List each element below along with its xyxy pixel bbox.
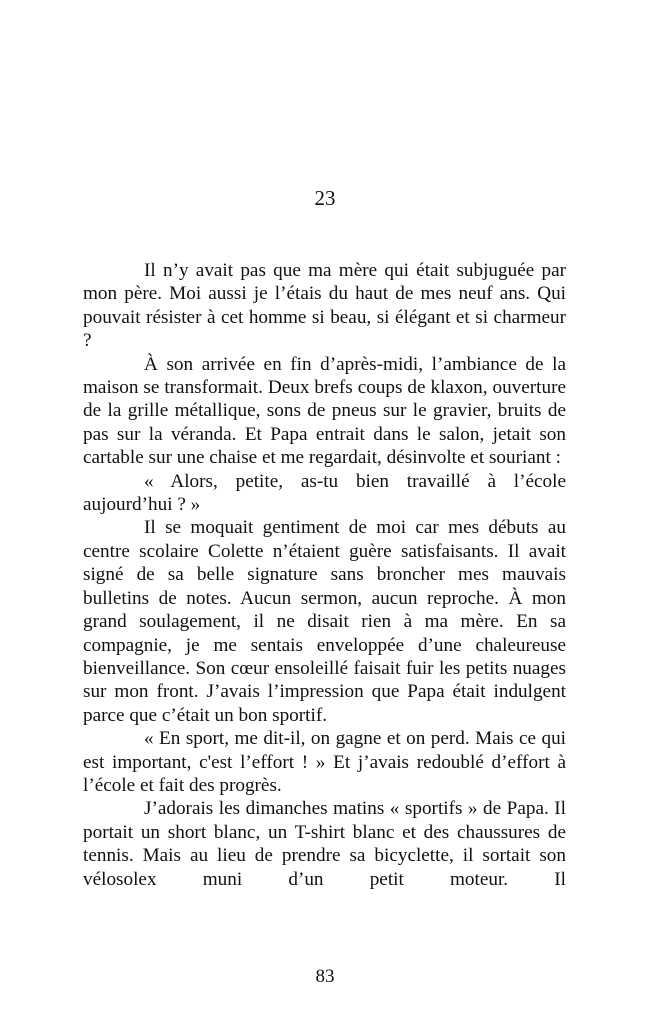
chapter-number: 23 xyxy=(314,186,336,210)
paragraph: J’adorais les dimanches matins « sportifs » de Papa. Il portait un short blanc, un T-shirt blanc et des chaussures de tennis. Mais au lieu de prendre sa bicyclette, il sortait son vélosolex muni d’un petit moteur. Il xyxy=(83,798,566,890)
paragraph: « Alors, petite, as-tu bien travaillé à l’école aujourd’hui ? » xyxy=(83,470,566,516)
body-text xyxy=(83,259,566,891)
paragraph: Il se moquait gentiment de moi car mes débuts au centre scolaire Colette n’étaient guère satisfaisants. Il avait signé de sa belle signature sans broncher mes mauvais bulletins de notes. Aucun sermon, aucun reproche. À mon grand soulagement, il ne disait rien à ma mère. En sa compagnie, je me sentais enveloppée d’une chaleureuse bienveillance. Son cœur ensoleillé faisait fuir les petits nuages sur mon front. J’avais l’impression que Papa était indulgent parce que c’était un bon sportif. xyxy=(83,517,566,726)
page-number: 83 xyxy=(315,966,335,987)
paragraph: Il n’y avait pas que ma mère qui était subjuguée par mon père. Moi aussi je l’étais du haut de mes neuf ans. Qui pouvait résister à cet homme si beau, si élégant et si charmeur ? xyxy=(83,260,566,352)
paragraph: À son arrivée en fin d’après-midi, l’ambiance de la maison se transformait. Deux brefs coups de klaxon, ouverture de la grille métallique, sons de pneus sur le gravier, bruits de pas sur la véranda. Et Papa entrait dans le salon, jetait son cartable sur une chaise et me regardait, désinvolte et souriant : xyxy=(83,353,566,469)
paragraph: « En sport, me dit-il, on gagne et on perd. Mais ce qui est important, c'est l’effort ! » Et j’avais redoublé d’effort à l’école et fait des progrès. xyxy=(83,728,566,796)
